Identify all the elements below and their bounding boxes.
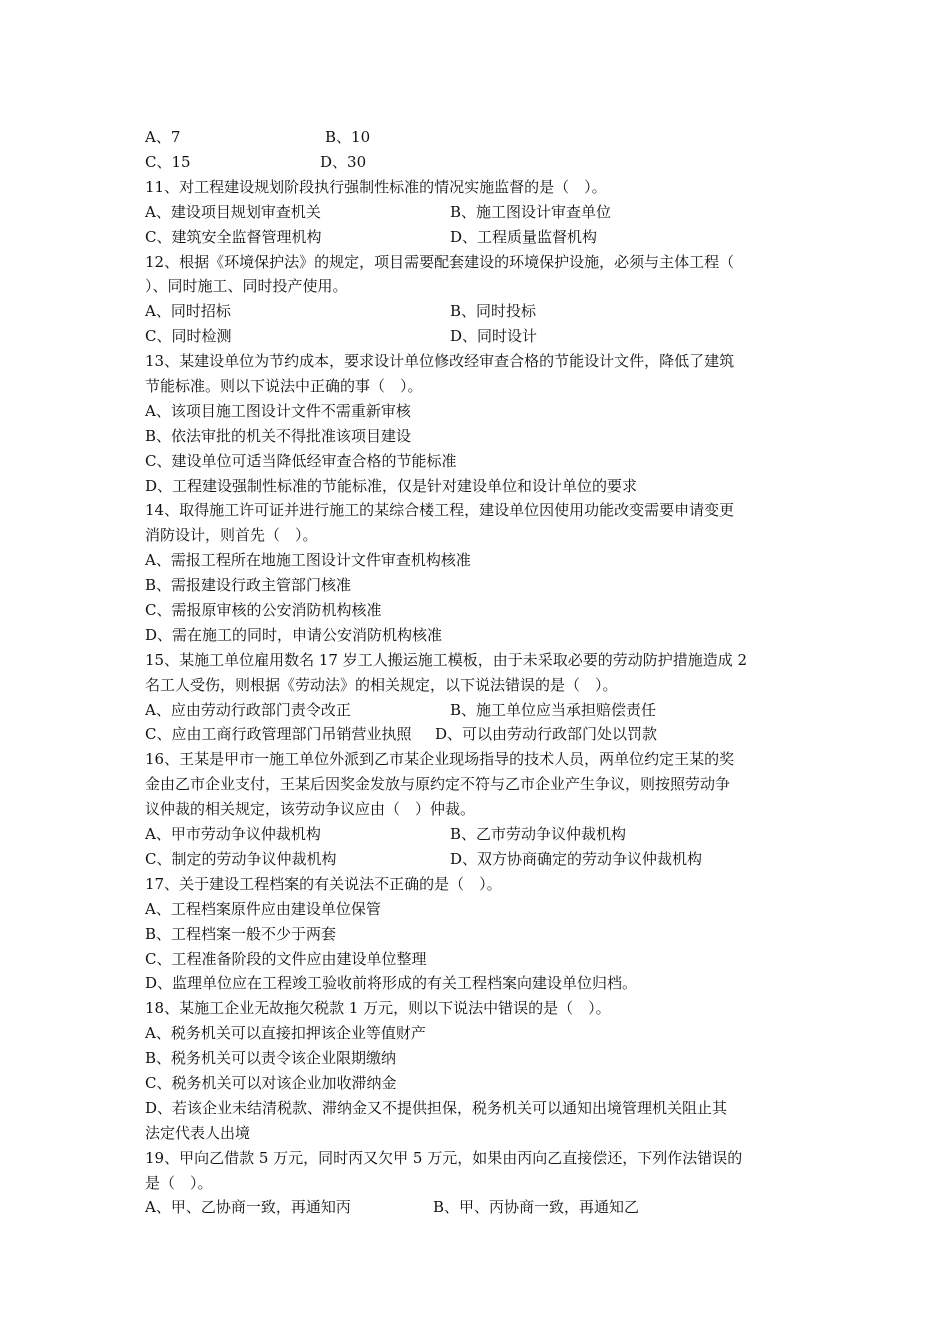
option-b: B、乙市劳动争议仲裁机构	[450, 825, 627, 844]
option-c: C、工程准备阶段的文件应由建设单位整理	[145, 949, 427, 968]
option-a: A、7	[145, 128, 181, 146]
option-a: A、工程档案原件应由建设单位保管	[145, 899, 381, 918]
option-b: B、需报建设行政主管部门核准	[145, 576, 352, 595]
option-c: C、建设单位可适当降低经审查合格的节能标准	[145, 451, 457, 470]
option-d: D、工程建设强制性标准的节能标准，仅是针对建设单位和设计单位的要求	[145, 476, 638, 495]
question-16-options-row-2	[145, 847, 810, 872]
option-b: B、施工图设计审查单位	[450, 202, 612, 221]
question-12-options-row-2	[145, 324, 810, 349]
option-a: A、应由劳动行政部门责令改正	[145, 700, 351, 719]
option-d: D、同时设计	[450, 327, 538, 346]
question-16-options-row-1	[145, 822, 810, 847]
question-11-options-row-2	[145, 225, 810, 250]
option-d-line-2: 法定代表人出境	[145, 1123, 251, 1142]
question-17-stem: 17、关于建设工程档案的有关说法不正确的是（ ）。	[145, 874, 502, 893]
option-c: C、需报原审核的公安消防机构核准	[145, 601, 382, 620]
option-b: B、依法审批的机关不得批准该项目建设	[145, 426, 412, 445]
question-13-stem-line-1: 13、某建设单位为节约成本，要求设计单位修改经审查合格的节能设计文件，降低了建筑	[145, 352, 735, 371]
option-b: B、甲、丙协商一致，再通知乙	[433, 1198, 640, 1217]
option-a: A、建设项目规划审查机关	[145, 202, 321, 221]
question-13-stem-line-2: 节能标准。则以下说法中正确的事（ ）。	[145, 377, 423, 395]
option-d: D、工程质量监督机构	[450, 227, 598, 246]
option-d: D、需在施工的同时，申请公安消防机构核准	[145, 625, 443, 644]
option-b: B、工程档案一般不少于两套	[145, 924, 337, 943]
option-d: D、30	[320, 152, 367, 171]
question-15-options-row-2	[145, 722, 810, 747]
option-a: A、税务机关可以直接扣押该企业等值财产	[145, 1024, 426, 1043]
question-19-stem-line-1: 19、甲向乙借款 5 万元，同时丙又欠甲 5 万元，如果由丙向乙直接偿还，下列作法错误的	[145, 1148, 743, 1167]
question-19-stem-line-2: 是（ ）。	[145, 1173, 213, 1192]
prev-options-row-1	[145, 125, 810, 150]
question-15-options-row-1	[145, 698, 810, 723]
question-15-stem-line-1: 15、某施工单位雇用数名 17 岁工人搬运施工模板，由于未采取必要的劳动防护措施造成 2	[145, 650, 748, 669]
option-d-line-1: D、若该企业未结清税款、滞纳金又不提供担保，税务机关可以通知出境管理机关阻止其	[145, 1098, 728, 1117]
option-c: C、制定的劳动争议仲裁机构	[145, 849, 337, 868]
question-16-stem-line-1: 16、王某是甲市一施工单位外派到乙市某企业现场指导的技术人员，两单位约定王某的奖	[145, 750, 735, 769]
option-b: B、施工单位应当承担赔偿责任	[450, 700, 657, 719]
question-12-stem-line-2: ）、同时施工、同时投产使用。	[145, 277, 348, 296]
option-b: B、10	[325, 128, 371, 146]
option-c: C、15	[145, 152, 191, 171]
question-14-stem-line-2: 消防设计，则首先（ ）。	[145, 526, 318, 545]
document-page	[145, 125, 810, 1220]
option-c: C、税务机关可以对该企业加收滞纳金	[145, 1074, 397, 1092]
question-15-stem-line-2: 名工人受伤，则根据《劳动法》的相关规定，以下说法错误的是（ ）。	[145, 675, 618, 694]
prev-options-row-2	[145, 150, 810, 175]
option-a: A、需报工程所在地施工图设计文件审查机构核准	[145, 551, 471, 570]
question-11-stem: 11、对工程建设规划阶段执行强制性标准的情况实施监督的是（ ）。	[145, 177, 607, 196]
option-d: D、监理单位应在工程竣工验收前将形成的有关工程档案向建设单位归档。	[145, 974, 638, 993]
option-a: A、该项目施工图设计文件不需重新审核	[145, 401, 411, 420]
option-b: B、税务机关可以责令该企业限期缴纳	[145, 1049, 397, 1068]
question-19-options-row-1	[145, 1195, 810, 1220]
question-12-stem-line-1: 12、根据《环境保护法》的规定，项目需要配套建设的环境保护设施，必须与主体工程（	[145, 252, 735, 271]
option-d: D、可以由劳动行政部门处以罚款	[435, 725, 658, 744]
question-14-stem-line-1: 14、取得施工许可证并进行施工的某综合楼工程，建设单位因使用功能改变需要申请变更	[145, 501, 735, 520]
option-a: A、同时招标	[145, 302, 231, 321]
question-18-stem: 18、某施工企业无故拖欠税款 1 万元，则以下说法中错误的是（ ）。	[145, 999, 611, 1018]
option-c: C、同时检测	[145, 327, 232, 346]
option-b: B、同时投标	[450, 302, 537, 321]
option-c: C、应由工商行政管理部门吊销营业执照	[145, 725, 412, 744]
option-c: C、建筑安全监督管理机构	[145, 227, 322, 246]
question-16-stem-line-3: 议仲裁的相关规定，该劳动争议应由（ ）仲裁。	[145, 800, 476, 819]
option-a: A、甲、乙协商一致，再通知丙	[145, 1198, 351, 1217]
option-a: A、甲市劳动争议仲裁机构	[145, 825, 321, 844]
question-16-stem-line-2: 金由乙市企业支付，王某后因奖金发放与原约定不符与乙市企业产生争议，则按照劳动争	[145, 775, 731, 794]
question-11-options-row-1	[145, 200, 810, 225]
question-12-options-row-1	[145, 299, 810, 324]
option-d: D、双方协商确定的劳动争议仲裁机构	[450, 849, 703, 868]
